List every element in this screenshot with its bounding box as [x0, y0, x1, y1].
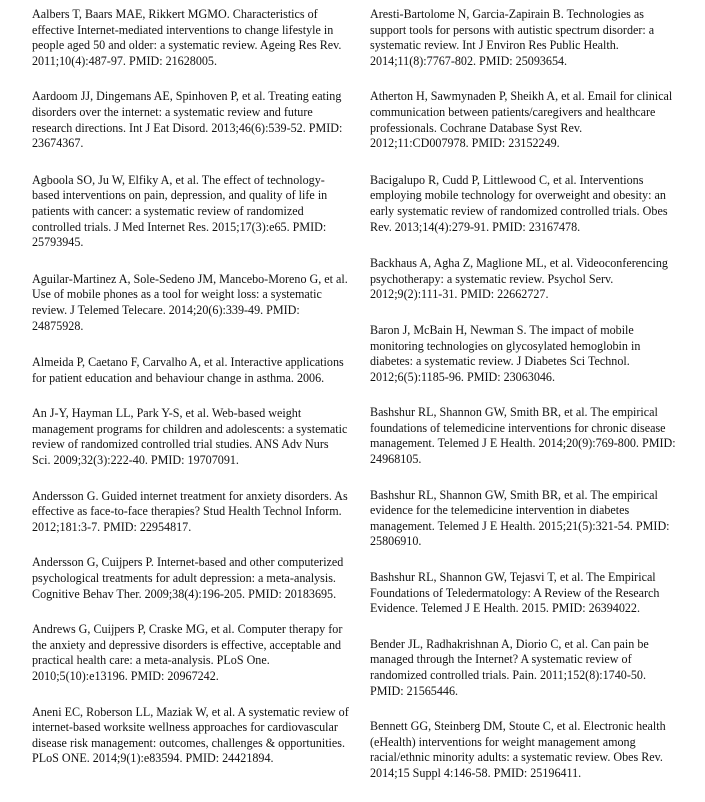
reference-entry: Bashshur RL, Shannon GW, Smith BR, et al. The empirical evidence for the telemedicine intervention in diabetes management. Telemed J E Health. 2015;21(5):321-54. PMID: 25806910.: [370, 487, 670, 549]
reference-entry: Andersson G, Cuijpers P. Internet-based and other computerized psychological treatments for adult depression: a meta-analysis. Cognitive Behav Ther. 2009;38(4):196-205. PMID: 20183695.: [32, 555, 344, 601]
reference-entry: Bashshur RL, Shannon GW, Tejasvi T, et al. The Empirical Foundations of Teledermatology: A Review of the Research Evidence. Telemed J E Health. 2015. PMID: 26394022.: [370, 570, 660, 616]
reference-entry: Aguilar-Martinez A, Sole-Sedeno JM, Mancebo-Moreno G, et al. Use of mobile phones as a tool for weight loss: a systematic review. J Telemed Telecare. 2014;20(6):339-49. PMID: 24875928.: [32, 271, 348, 333]
reference-entry: Agboola SO, Ju W, Elfiky A, et al. The effect of technology-based interventions on pain, depression, and quality of life in patients with cancer: a systematic review of randomized controlled trials. J Med Internet Res. 2015;17(3):e65. PMID: 25793945.: [32, 172, 328, 250]
reference-column-left: [32, 7, 350, 786]
reference-entry: Baron J, McBain H, Newman S. The impact of mobile monitoring technologies on glycosylated hemoglobin in diabetes: a systematic review. J Diabetes Sci Technol. 2012;6(5):1185-96. PMID: 23063046.: [370, 322, 641, 384]
reference-entry: Backhaus A, Agha Z, Maglione ML, et al. Videoconferencing psychotherapy: a systematic review. Psychol Serv. 2012;9(2):111-31. PMID: 22662727.: [370, 256, 668, 302]
reference-entry: Aalbers T, Baars MAE, Rikkert MGMO. Characteristics of effective Internet-mediated interventions to change lifestyle in people aged 50 and older: a systematic review. Ageing Res Rev. 2011;10(4):487-97. PMID: 21628005.: [32, 7, 342, 68]
reference-entry: Andrews G, Cuijpers P, Craske MG, et al. Computer therapy for the anxiety and depressive disorders is effective, acceptable and practical health care: a meta-analysis. PLoS One. 2010;5(10):e13196. PMID: 20967242.: [32, 622, 343, 683]
reference-entry: Atherton H, Sawmynaden P, Sheikh A, et al. Email for clinical communication between patients/caregivers and healthcare professionals. Cochrane Database Syst Rev. 2012;11:CD007978. PMID: 23152249.: [370, 89, 673, 151]
reference-entry: Andersson G. Guided internet treatment for anxiety disorders. As effective as face-to-face therapies? Stud Health Technol Inform. 2012;181:3-7. PMID: 22954817.: [32, 488, 348, 534]
reference-entry: Bender JL, Radhakrishnan A, Diorio C, et al. Can pain be managed through the Internet? A systematic review of randomized controlled trials. Pain. 2011;152(8):1740-50. PMID: 21565446.: [370, 636, 649, 698]
reference-entry: Bashshur RL, Shannon GW, Smith BR, et al. The empirical foundations of telemedicine interventions for chronic disease management. Telemed J E Health. 2014;20(9):769-800. PMID: 24968105.: [370, 405, 676, 467]
reference-entry: Bacigalupo R, Cudd P, Littlewood C, et al. Interventions employing mobile technology for overweight and obesity: an early systematic review of randomized controlled trials. Obes Rev. 2013;14(4):279-91. PMID: 23167478.: [370, 172, 668, 234]
reference-entry: Aneni EC, Roberson LL, Maziak W, et al. A systematic review of internet-based worksite wellness approaches for cardiovascular disease risk management: outcomes, challenges & opportunities. PLoS ONE. 2014;9(1):e83594. PMID: 24421894.: [32, 704, 349, 766]
reference-entry: Aresti-Bartolome N, Garcia-Zapirain B. Technologies as support tools for persons with autistic spectrum disorder: a systematic review. Int J Environ Res Public Health. 2014;11(8):7767-802. PMID: 25093654.: [370, 7, 655, 68]
reference-entry: Aardoom JJ, Dingemans AE, Spinhoven P, et al. Treating eating disorders over the internet: a systematic review and future research directions. Int J Eat Disord. 2013;46(6):539-52. PMID: 23674367.: [32, 89, 343, 151]
reference-column-right: [370, 7, 682, 802]
reference-entry: An J-Y, Hayman LL, Park Y-S, et al. Web-based weight management programs for children and adolescents: a systematic review of randomized controlled trial studies. ANS Adv Nurs Sci. 2009;32(3):222-40. PMID: 19707091.: [32, 406, 348, 468]
reference-entry: Bennett GG, Steinberg DM, Stoute C, et al. Electronic health (eHealth) interventions for weight management among racial/ethnic minority adults: a systematic review. Obes Rev. 2014;15 Suppl 4:146-58. PMID: 25196411.: [370, 719, 666, 780]
reference-entry: Almeida P, Caetano F, Carvalho A, et al. Interactive applications for patient education and behaviour change in asthma. 2006.: [32, 355, 344, 385]
